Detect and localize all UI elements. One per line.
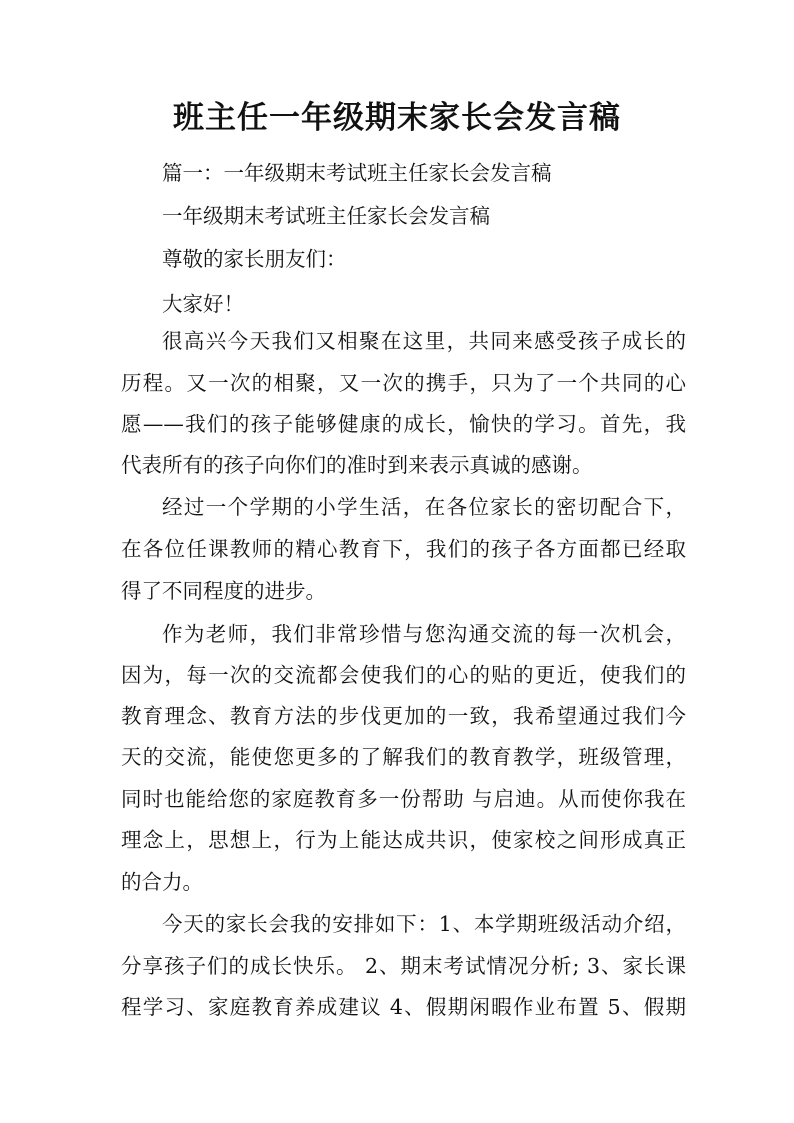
paragraph-line: 作为老师，我们非常珍惜与您沟通交流的每一次机会， — [162, 622, 686, 646]
paragraph-line: 天的交流，能使您更多的了解我们的教育教学，班级管理， — [121, 745, 686, 769]
paragraph-line: 经过一个学期的小学生活，在各位家长的密切配合下， — [162, 495, 686, 519]
paragraph-line: 很高兴今天我们又相聚在这里，共同来感受孩子成长的 — [162, 329, 686, 353]
paragraph-line: 因为，每一次的交流都会使我们的心的贴的更近，使我们的 — [121, 663, 686, 687]
section-heading: 篇一：一年级期末考试班主任家长会发言稿 — [162, 161, 552, 185]
paragraph-line: 同时也能给您的家庭教育多一份帮助 与启迪。从而使你我在 — [121, 787, 686, 811]
paragraph-line: 的合力。 — [121, 870, 203, 894]
paragraph-line: 教育理念、教育方法的步伐更加的一致，我希望通过我们今 — [121, 704, 686, 728]
document-title: 班主任一年级期末家长会发言稿 — [173, 100, 621, 136]
paragraph-line: 代表所有的孩子向你们的准时到来表示真诚的感谢。 — [121, 453, 593, 477]
salutation: 尊敬的家长朋友们： — [162, 247, 347, 271]
paragraph-line: 分享孩子们的成长快乐。 2、期末考试情况分析; 3、家长课 — [121, 954, 686, 978]
paragraph-line: 程学习、家庭教育养成建议 4、假期闲暇作业布置 5、假期 — [121, 995, 686, 1019]
paragraph-line: 得了不同程度的进步。 — [121, 579, 326, 603]
paragraph-line: 愿——我们的孩子能够健康的成长，愉快的学习。首先，我 — [121, 412, 686, 436]
paragraph-line: 今天的家长会我的安排如下：1、本学期班级活动介绍， — [162, 912, 686, 936]
paragraph-line: 历程。又一次的相聚，又一次的携手，只为了一个共同的心 — [121, 371, 686, 395]
paragraph-line: 理念上，思想上，行为上能达成共识，使家校之间形成真正 — [121, 828, 686, 852]
greeting: 大家好！ — [162, 292, 244, 316]
paragraph-line: 在各位任课教师的精心教育下，我们的孩子各方面都已经取 — [121, 537, 686, 561]
speech-heading: 一年级期末考试班主任家长会发言稿 — [162, 204, 490, 228]
